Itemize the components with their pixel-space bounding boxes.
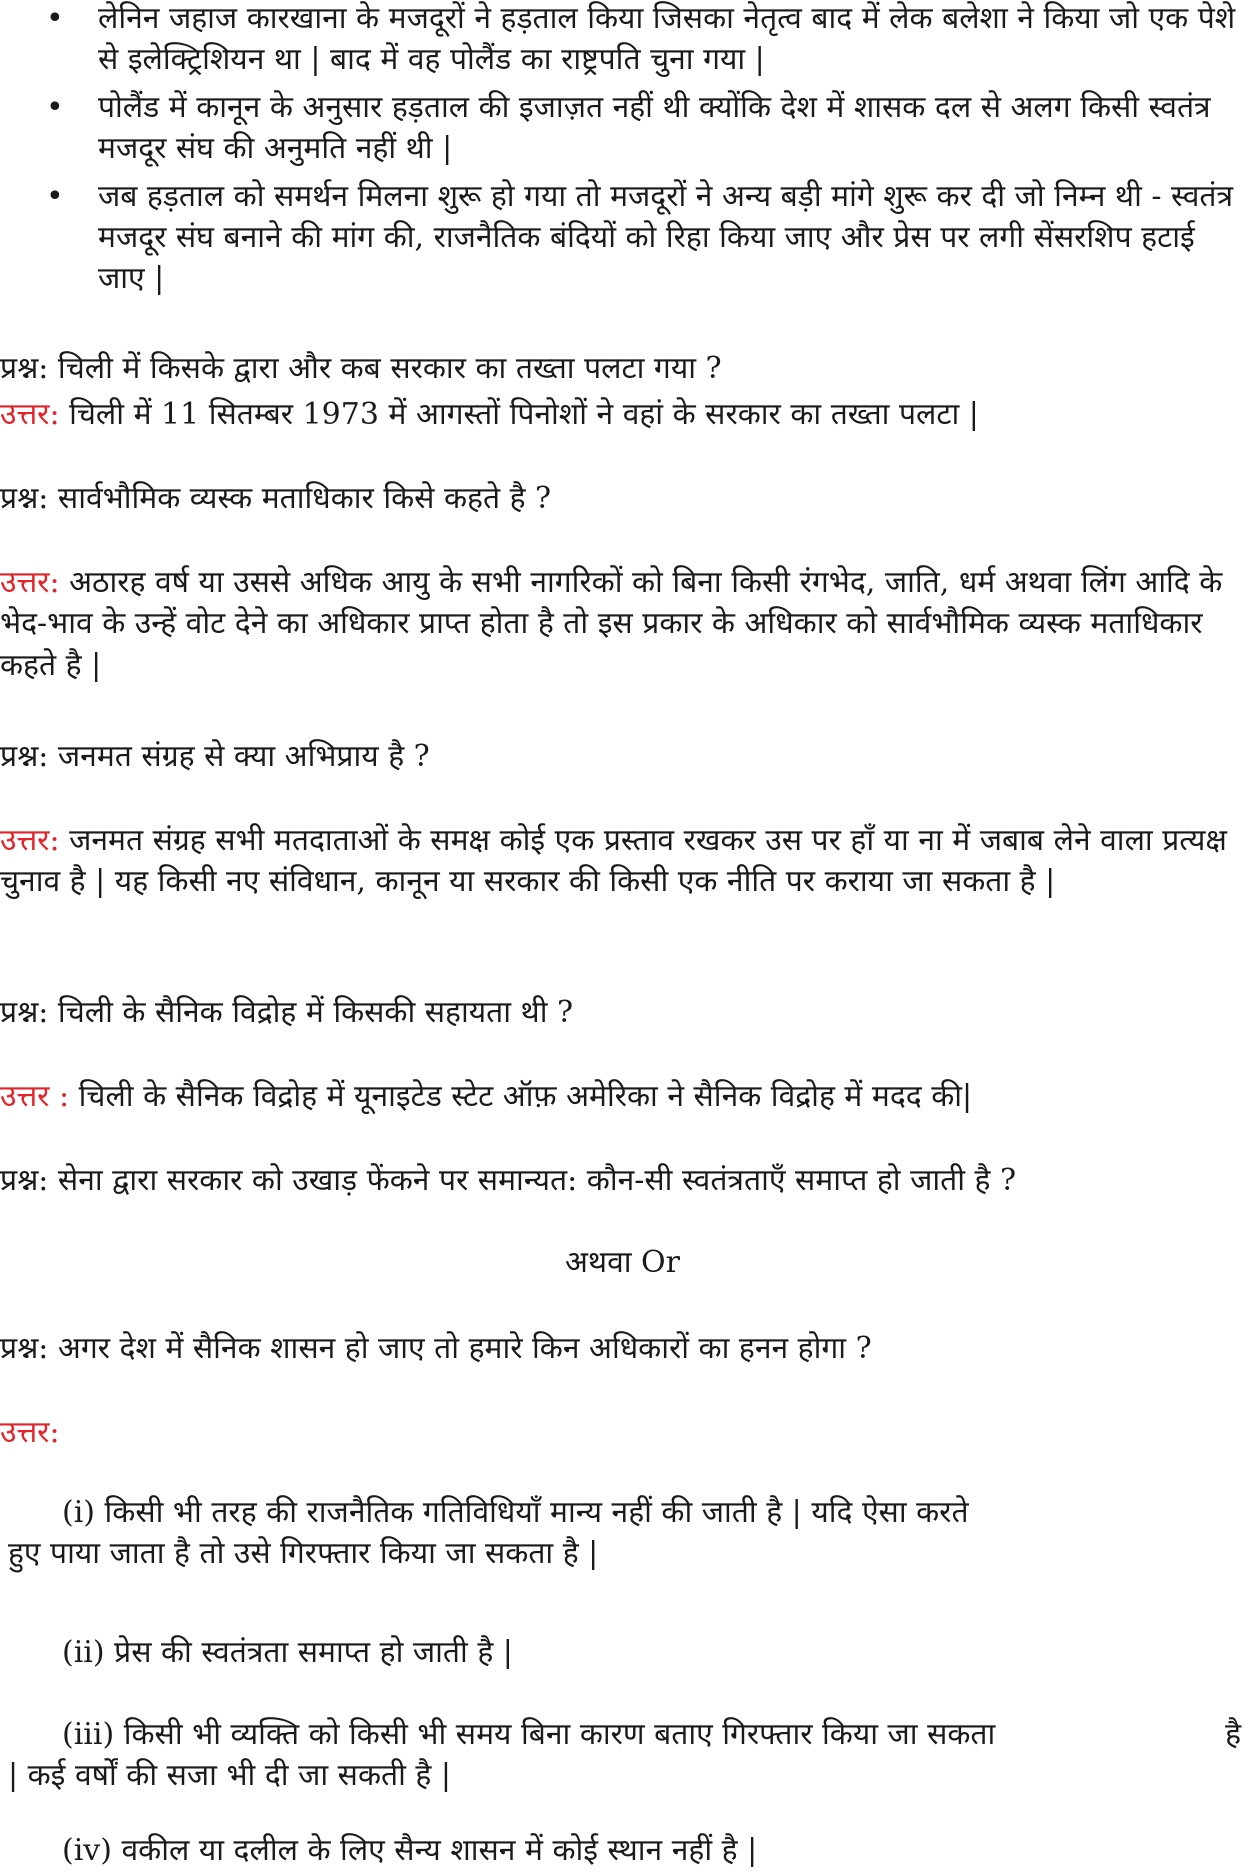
- answer-text: अठारह वर्ष या उससे अधिक आयु के सभी नागरिकों को बिना किसी रंगभेद, जाति, धर्म अथवा लिंग आदि के भेद-भाव के उन्हें वोट देने का अधिकार प्राप्त होता है तो इस प्रकार के अधिकार को सार्वभौमिक व्यस्क मताधिकार कहते है |: [0, 565, 1223, 683]
- bullet-text: जब हड़ताल को समर्थन मिलना शुरू हो गया तो मजदूरों ने अन्य बड़ी मांगे शुरू कर दी जो निम्न थी - स्वतंत्र मजदूर संघ बनाने की मांग की, राजनैतिक बंदियों को रिहा किया जाए और प्रेस पर लगी सेंसरशिप हटाई जाए |: [98, 178, 1234, 297]
- question-text: प्रश्न: अगर देश में सैनिक शासन हो जाए तो हमारे किन अधिकारों का हनन होगा ?: [0, 1331, 872, 1366]
- answer-paragraph: [0, 1076, 1245, 1117]
- answer-text: जनमत संग्रह सभी मतदाताओं के समक्ष कोई एक प्रस्ताव रखकर उस पर हाँ या ना में जबाब लेने वाला प्रत्यक्ष चुनाव है | यह किसी नए संविधान, कानून या सरकार की किसी एक नीति पर कराया जा सकता है |: [0, 823, 1227, 900]
- question-text: प्रश्न: जनमत संग्रह से क्या अभिप्राय है ?: [0, 739, 430, 774]
- answer-paragraph: [0, 562, 1245, 686]
- answer-text: चिली में 11 सितम्बर 1973 में आगस्तों पिनोशों ने वहां के सरकार का तख्ता पलटा |: [59, 397, 979, 432]
- question-text: प्रश्न: सेना द्वारा सरकार को उखाड़ फेंकने पर समान्यत: कौन-सी स्वतंत्रताएँ समाप्त हो जाती है ?: [0, 1163, 1017, 1198]
- item-text: (i) किसी भी तरह की राजनैतिक गतिविधियाँ मान्य नहीं की जाती है | यदि ऐसा करते: [62, 1495, 969, 1530]
- answer-label: उत्तर:: [0, 397, 60, 432]
- answer-item: [0, 1632, 1245, 1673]
- item-text: (ii) प्रेस की स्वतंत्रता समाप्त हो जाती है |: [62, 1635, 513, 1670]
- answer-label: उत्तर:: [0, 823, 60, 858]
- list-item: [0, 0, 1253, 81]
- answer-text: चिली के सैनिक विद्रोह में यूनाइटेड स्टेट ऑफ़ अमेरिका ने सैनिक विद्रोह में मदद की|: [69, 1079, 973, 1114]
- answer-label: उत्तर:: [0, 565, 60, 600]
- list-item: [0, 87, 1253, 170]
- bullet-text: लेनिन जहाज कारखाना के मजदूरों ने हड़ताल किया जिसका नेतृत्व बाद में लेक बलेशा ने किया जो एक पेशे से इलेक्ट्रिशियन था | बाद में वह पोलैंड का राष्ट्रपति चुना गया |: [98, 1, 1236, 78]
- list-item: [0, 176, 1253, 300]
- question-text: प्रश्न: चिली के सैनिक विद्रोह में किसकी सहायता थी ?: [0, 995, 574, 1030]
- item-continuation: हुए पाया जाता है तो उसे गिरफ्तार किया जा सकता है |: [8, 1536, 599, 1572]
- answer-item: [0, 1492, 1245, 1575]
- answer-item: [0, 1830, 1245, 1871]
- answer-paragraph: [0, 820, 1245, 903]
- item-text-tail: है: [1225, 1717, 1241, 1752]
- answer-label: उत्तर :: [0, 1079, 70, 1114]
- answer-paragraph: [0, 394, 1245, 435]
- item-continuation: | कई वर्षों की सजा भी दी जा सकती है |: [8, 1758, 451, 1794]
- question-text: प्रश्न: सार्वभौमिक व्यस्क मताधिकार किसे कहते है ?: [0, 481, 552, 516]
- bullet-list: [0, 0, 1253, 306]
- or-separator: अथवा Or: [564, 1245, 680, 1280]
- bullet-icon: •: [46, 89, 64, 125]
- bullet-icon: •: [46, 178, 64, 214]
- answer-label: उत्तर:: [0, 1415, 60, 1450]
- answer-item: [0, 1714, 1245, 1797]
- bullet-text: पोलैंड में कानून के अनुसार हड़ताल की इजाज़त नहीं थी क्योंकि देश में शासक दल से अलग किसी स्वतंत्र मजदूर संघ की अनुमति नहीं थी |: [98, 89, 1211, 167]
- question-text: प्रश्न: चिली में किसके द्वारा और कब सरकार का तख्ता पलटा गया ?: [0, 351, 722, 386]
- item-text: (iii) किसी भी व्यक्ति को किसी भी समय बिना कारण बताए गिरफ्तार किया जा सकता: [62, 1717, 996, 1752]
- item-text: (iv) वकील या दलील के लिए सैन्य शासन में कोई स्थान नहीं है |: [62, 1833, 758, 1868]
- bullet-icon: •: [46, 1, 64, 36]
